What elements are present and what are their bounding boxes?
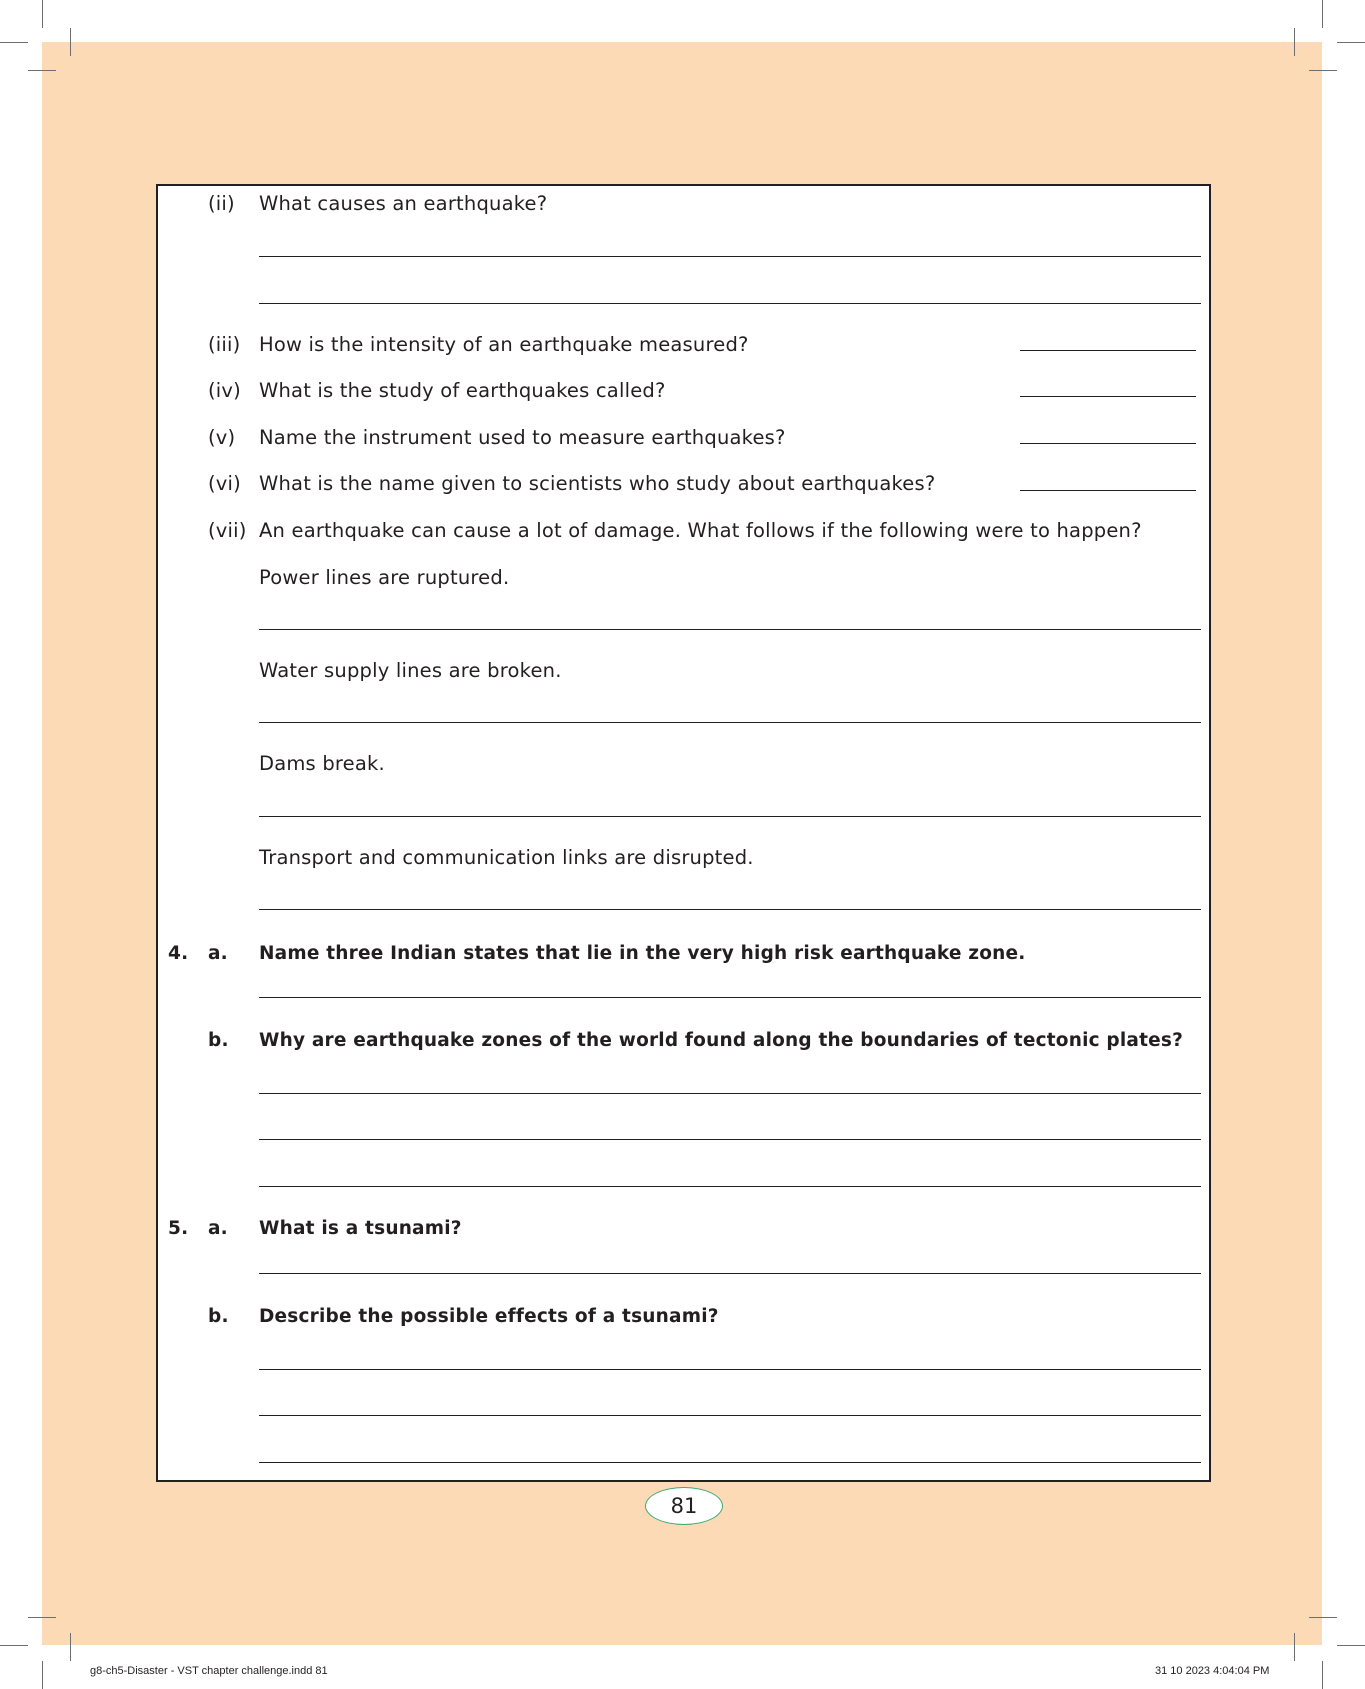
sub-question-label: a. bbox=[208, 943, 228, 964]
answer-line[interactable] bbox=[259, 629, 1201, 630]
answer-line[interactable] bbox=[259, 816, 1201, 817]
page-number: 81 bbox=[645, 1487, 723, 1525]
question-text: What is a tsunami? bbox=[259, 1218, 462, 1239]
crop-mark bbox=[1309, 70, 1337, 71]
question-text: Why are earthquake zones of the world found along the boundaries of tectonic plates? bbox=[259, 1030, 1184, 1051]
crop-mark bbox=[1294, 28, 1295, 56]
question-number: (iii) bbox=[208, 333, 241, 356]
sub-item-text: Power lines are ruptured. bbox=[259, 566, 510, 589]
question-number: 5. bbox=[168, 1218, 189, 1239]
short-answer-line[interactable] bbox=[1020, 396, 1196, 397]
question-text: What is the study of earthquakes called? bbox=[259, 379, 666, 402]
question-text: Name three Indian states that lie in the very high risk earthquake zone. bbox=[259, 943, 1026, 964]
crop-mark bbox=[28, 70, 56, 71]
slug-timestamp: 31 10 2023 4:04:04 PM bbox=[1155, 1665, 1270, 1677]
crop-mark bbox=[42, 0, 43, 28]
sub-item-text: Dams break. bbox=[259, 752, 385, 775]
short-answer-line[interactable] bbox=[1020, 350, 1196, 351]
slug-filename: g8-ch5-Disaster - VST chapter challenge.indd 81 bbox=[90, 1665, 328, 1677]
crop-mark bbox=[1337, 42, 1365, 43]
question-number: (iv) bbox=[208, 379, 241, 402]
answer-line[interactable] bbox=[259, 1273, 1201, 1274]
answer-line[interactable] bbox=[259, 256, 1201, 257]
short-answer-line[interactable] bbox=[1020, 490, 1196, 491]
answer-line[interactable] bbox=[259, 722, 1201, 723]
crop-mark bbox=[42, 1661, 43, 1689]
short-answer-line[interactable] bbox=[1020, 443, 1196, 444]
answer-line[interactable] bbox=[259, 1139, 1201, 1140]
question-text: What is the name given to scientists who study about earthquakes? bbox=[259, 472, 936, 495]
question-number: (vii) bbox=[208, 519, 247, 542]
crop-mark bbox=[1309, 1617, 1337, 1618]
answer-line[interactable] bbox=[259, 303, 1201, 304]
answer-line[interactable] bbox=[259, 1093, 1201, 1094]
question-text: An earthquake can cause a lot of damage. What follows if the following were to happen? bbox=[259, 519, 1142, 542]
crop-mark bbox=[0, 1645, 28, 1646]
sub-item-text: Water supply lines are broken. bbox=[259, 659, 562, 682]
question-number: 4. bbox=[168, 943, 189, 964]
question-text: Name the instrument used to measure earthquakes? bbox=[259, 426, 786, 449]
question-number: (ii) bbox=[208, 192, 235, 215]
answer-line[interactable] bbox=[259, 1462, 1201, 1463]
sub-question-label: b. bbox=[208, 1030, 229, 1051]
crop-mark bbox=[70, 1633, 71, 1661]
crop-mark bbox=[1322, 1661, 1323, 1689]
answer-line[interactable] bbox=[259, 1369, 1201, 1370]
answer-line[interactable] bbox=[259, 997, 1201, 998]
answer-line[interactable] bbox=[259, 1415, 1201, 1416]
question-text: How is the intensity of an earthquake measured? bbox=[259, 333, 749, 356]
crop-mark bbox=[0, 42, 28, 43]
crop-mark bbox=[28, 1617, 56, 1618]
sub-question-label: a. bbox=[208, 1218, 228, 1239]
question-number: (v) bbox=[208, 426, 236, 449]
question-number: (vi) bbox=[208, 472, 241, 495]
answer-line[interactable] bbox=[259, 909, 1201, 910]
answer-line[interactable] bbox=[259, 1186, 1201, 1187]
crop-mark bbox=[1337, 1645, 1365, 1646]
crop-mark bbox=[1322, 0, 1323, 28]
sub-item-text: Transport and communication links are disrupted. bbox=[259, 846, 754, 869]
sub-question-label: b. bbox=[208, 1306, 229, 1327]
crop-mark bbox=[1294, 1633, 1295, 1661]
question-text: Describe the possible effects of a tsunami? bbox=[259, 1306, 719, 1327]
crop-mark bbox=[70, 28, 71, 56]
question-text: What causes an earthquake? bbox=[259, 192, 548, 215]
